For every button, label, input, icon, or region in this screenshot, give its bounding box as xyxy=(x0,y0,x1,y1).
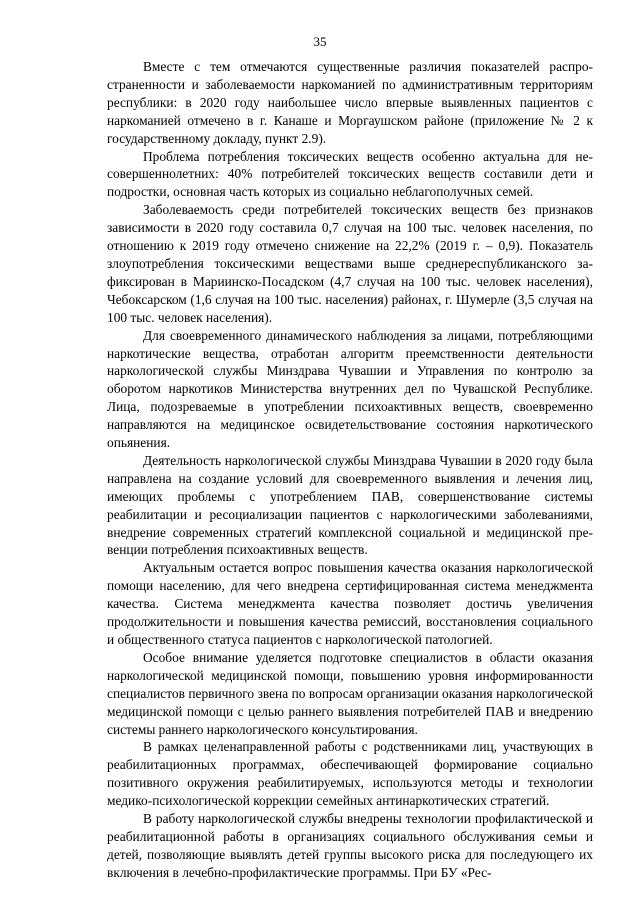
paragraph: В работу наркологической службы внедрены технологии профилактической и реабилитационной работы в организациях социального обслуживания семьи и детей, позволяющие выявлять детей группы высокого риска для последующего их включения в лечебно-профилактические программы. При БУ «Рес- xyxy=(107,811,593,880)
page-number: 35 xyxy=(313,34,327,49)
body-text xyxy=(107,58,593,882)
paragraph: Актуальным остается вопрос повышения качества оказания наркологической помощи населению, для чего внедрена сертифицированная система менеджмента качества. Система менеджмента качества позволяет достичь увеличения продолжительности и повышения качества ремиссий, восстановления социального и общественного статуса пациентов с наркологической патологией. xyxy=(107,560,593,647)
paragraph: Деятельность наркологической службы Минздрава Чувашии в 2020 году была направлена на создание условий для своевременного выявления и лечения лиц, имеющих проблемы с употреблением ПАВ, совершенствование системы реабилитации и ресоциализации пациентов с наркологическими заболеваниями, внедрение современных стратегий комплексной социальной и медицинской превенции потребления психоактивных веществ. xyxy=(107,452,593,558)
paragraph: В рамках целенаправленной работы с родственниками лиц, участвующих в реабилитационных программах, обеспечивающей формирование социально позитивного окружения реабилитируемых, используются методы и технологии медико-психологической коррекции семейных антинаркотических стратегий. xyxy=(107,739,593,809)
paragraph: Особое внимание уделяется подготовке специалистов в области оказания наркологической медицинской помощи, повышению уровня информированности специалистов первичного звена по вопросам организации оказания наркологической медицинской помощи с целью раннего выявления потребителей ПАВ и внедрению системы раннего наркологического консультирования. xyxy=(107,649,593,737)
paragraph: Для своевременного динамического наблюдения за лицами, потребляющими наркотические вещества, отработан алгоритм преемственности деятельности наркологической службы Минздрава Чувашии и Управления по контролю за оборотом наркотиков Министерства внутренних дел по Чувашской Республике. Лица, подозреваемые в употреблении психоактивных веществ, своевременно направляются на медицинское освидетельствование состояния наркотического опьянения. xyxy=(107,327,593,451)
paragraph: Вместе с тем отмечаются существенные различия показателей распространенности и заболеваемости наркоманией по административным территориям республики: в 2020 году наибольшее число впервые выявленных пациентов с наркоманией отмечено в г. Канаше и Моргаушском районе (приложение № 2 к государственному докладу, пункт 2.9). xyxy=(107,59,593,146)
paragraph: Проблема потребления токсических веществ особенно актуальна для несовершеннолетних: 40% потребителей токсических веществ составили дети и подростки, основная часть которых из социально неблагополучных семей. xyxy=(107,148,593,200)
paragraph: Заболеваемость среди потребителей токсических веществ без признаков зависимости в 2020 году составила 0,7 случая на 100 тыс. человек населения, по отношению к 2019 году отмечено снижение на 22,2% (2019 г. – 0,9). Показатель злоупотребления токсическими веществами выше среднереспубликанского зафиксирован в Мариинско-Посадском (4,7 случая на 100 тыс. человек населения), Чебоксарском (1,6 случая на 100 тыс. населения) районах, г. Шумерле (3,5 случая на 100 тыс. человек населения). xyxy=(107,202,593,325)
